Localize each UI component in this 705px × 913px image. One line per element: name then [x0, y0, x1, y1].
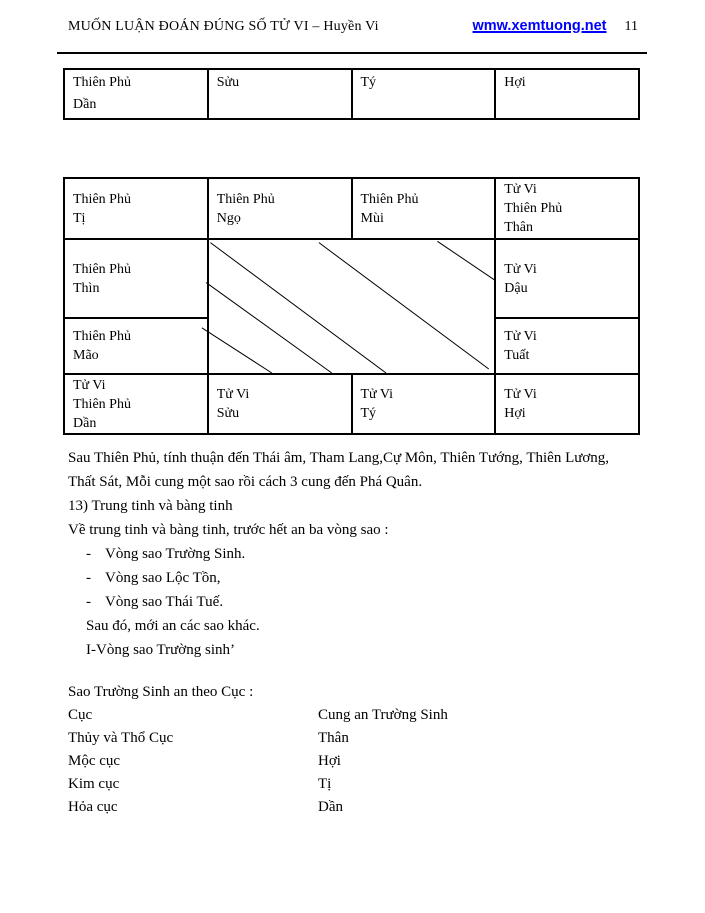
cell-line: Dần [73, 97, 97, 112]
palace-cell-hoi2 [496, 375, 638, 433]
bullet-text: Vòng sao Trường Sinh. [105, 546, 246, 562]
bullet-item [86, 590, 643, 614]
palace-cell-mui [353, 179, 495, 238]
cuc-row [68, 796, 643, 819]
paragraph-line: Sau Thiên Phủ, tính thuận đến Thái âm, Tham Lang,Cự Môn, Thiên Tướng, Thiên Lương, [68, 450, 610, 466]
cung-value: Dần [318, 799, 343, 815]
bullet-item [86, 542, 643, 566]
cell-line: Thân [504, 220, 534, 235]
palace-cell-dau [496, 240, 638, 317]
palace-cell-suu2 [209, 375, 351, 433]
cuc-intro: Sao Trường Sinh an theo Cục : [68, 684, 254, 700]
diagonal-line [319, 243, 489, 369]
top-cell-ty [353, 70, 495, 118]
cell-line: Tuất [504, 348, 530, 363]
cell-line: Tử Vi [360, 387, 394, 402]
cell-line: Tử Vi [73, 377, 106, 393]
website-link[interactable]: wmw.xemtuong.net [472, 18, 607, 34]
cell-line: Mùi [360, 210, 384, 226]
cell-line: Mão [73, 348, 99, 363]
page-number: 11 [624, 19, 638, 34]
cuc-name: Hỏa cục [68, 799, 118, 815]
bullet-text: Vòng sao Lộc Tồn, [105, 570, 221, 586]
palace-cell-ngo [209, 179, 351, 238]
paragraph-line: Về trung tinh và bàng tinh, trước hết an ba vòng sao : [68, 522, 389, 538]
cuc-row [68, 773, 643, 796]
diagonal-line [437, 241, 494, 280]
top-cell-suu [209, 70, 351, 118]
cell-line: Dần [73, 415, 97, 431]
palace-cell-ti [65, 179, 207, 238]
cell-line: Tý [360, 406, 377, 421]
cell-line: Ngọ [216, 210, 241, 226]
cell-line: Tị [73, 210, 86, 226]
cung-value: Tị [318, 776, 332, 792]
cuc-name: Mộc cục [68, 753, 121, 769]
paragraph-line: Sau đó, mới an các sao khác. [86, 618, 260, 634]
cuc-header-row [68, 704, 643, 727]
top-cell-hoi [496, 70, 638, 118]
page-header [68, 18, 638, 35]
cell-line: Thiên Phủ [504, 201, 563, 216]
cell-line: Thiên Phủ [216, 191, 275, 207]
palace-table [63, 177, 640, 435]
bullet-dash: - [86, 594, 91, 610]
palace-cell-ty2 [353, 375, 495, 433]
cell-line: Sửu [216, 406, 240, 421]
cell-line: Tử Vi [504, 329, 537, 344]
cuc-section [68, 681, 643, 819]
palace-cell-thin [65, 240, 207, 317]
cuc-row [68, 727, 643, 750]
diagonal-line [202, 328, 272, 373]
cuc-row [68, 750, 643, 773]
cell-line: Thiên Phủ [73, 191, 131, 207]
cell-line: Tử Vi [504, 261, 537, 277]
body-text [68, 446, 643, 662]
palace-cell-dan [65, 375, 207, 433]
cell-line: Sửu [216, 75, 240, 90]
bullet-dash: - [86, 570, 91, 586]
diagonal-line [210, 243, 386, 373]
cell-line: Tử Vi [216, 387, 250, 402]
paragraph-line: Thất Sát, Mỗi cung một sao rồi cách 3 cung đến Phá Quân. [68, 474, 423, 490]
cell-line: Hợi [504, 406, 526, 421]
document-title: MUỐN LUẬN ĐOÁN ĐÚNG SỐ TỬ VI – Huyền Vi [68, 19, 379, 34]
center-diagonal-cell [209, 240, 495, 373]
cell-line: Thiên Phủ [360, 191, 419, 207]
cell-line: Thiên Phủ [73, 261, 131, 277]
cell-line: Tý [360, 75, 377, 90]
bullet-item [86, 566, 643, 590]
cell-line: Thiên Phủ [73, 75, 131, 90]
cell-line: Dậu [504, 280, 528, 296]
bullet-text: Vòng sao Thái Tuế. [105, 594, 224, 610]
cell-line: Thìn [73, 280, 100, 296]
cuc-name: Thủy và Thổ Cục [68, 730, 174, 746]
header-divider [57, 52, 647, 54]
cung-value: Hợi [318, 753, 341, 769]
top-strip-table [63, 68, 640, 120]
palace-cell-tuat [496, 319, 638, 373]
cell-line: Tử Vi [504, 387, 537, 402]
cuc-name: Kim cục [68, 776, 120, 792]
cell-line: Tử Vi [504, 182, 537, 197]
top-cell-dan [65, 70, 207, 118]
cuc-column-header: Cục [68, 707, 93, 723]
paragraph-line: I-Vòng sao Trường sinh’ [86, 642, 235, 658]
paragraph-line: 13) Trung tinh và bàng tinh [68, 498, 233, 514]
cung-column-header: Cung an Trường Sinh [318, 707, 448, 723]
cell-line: Thiên Phủ [73, 329, 131, 344]
cell-line: Hợi [504, 75, 526, 90]
palace-cell-mao [65, 319, 207, 373]
bullet-dash: - [86, 546, 91, 562]
diagonal-line [206, 283, 332, 373]
cell-line: Thiên Phủ [73, 396, 131, 412]
cung-value: Thân [318, 730, 349, 746]
diagonal-lines-graphic [209, 240, 495, 373]
palace-cell-than [496, 179, 638, 238]
